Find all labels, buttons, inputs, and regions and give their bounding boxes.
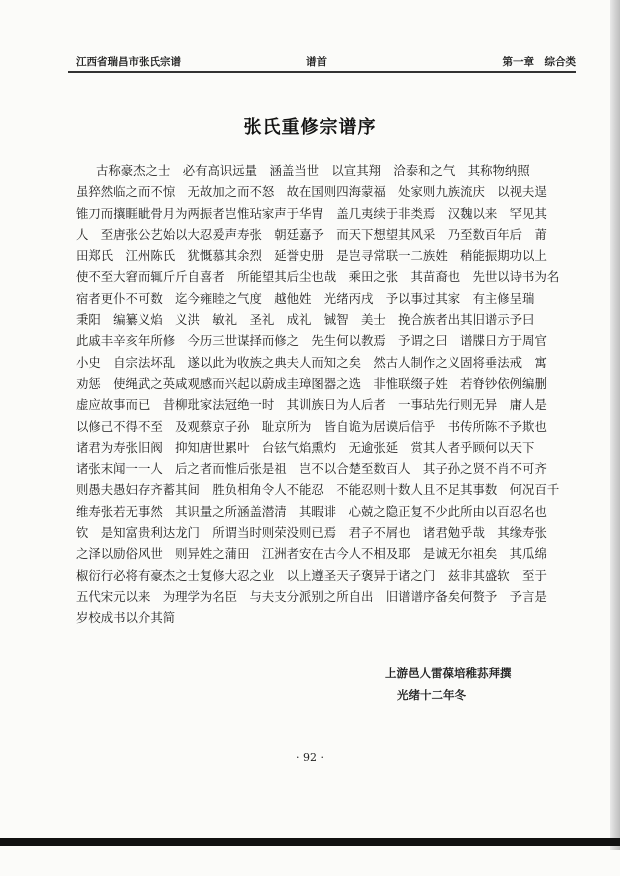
text-line: 则愚夫愚妇存齐蓄其间 胜负相角令人不能忍 不能忍则十数人且不足其事数 何况百千	[76, 482, 560, 498]
text-line: 岁校成书以介其简	[76, 610, 176, 626]
text-line: 人 至唐张公艺始以大忍爰声寿张 朝廷嘉予 而天下想望其风采 乃至数百年后 莆	[76, 226, 547, 242]
author-line: 上游邑人雷葆培稚荪拜撰	[385, 666, 512, 680]
header-book-title: 江西省瑞昌市张氏宗谱	[76, 56, 181, 68]
text-line: 宿者更仆不可数 迄今雍睦之气度 越他姓 光绪丙戌 予以事过其家 有主修呈瑞	[76, 290, 535, 306]
text-line: 劝惩 使绳武之英咸观感而兴起以蔚成圭璋图器之选 非惟联缀子姓 若脊钞依例编删	[76, 375, 547, 391]
text-line: 使不至大窘而辄斤斤自喜者 所能望其后尘也哉 乘田之张 其苗裔也 先世以诗书为名	[76, 269, 560, 285]
header-rule	[68, 71, 576, 73]
text-line: 诸君为寿张旧阀 抑知唐世累叶 台铉气焰熏灼 无逾张延 赏其人者乎顾何以天下	[76, 439, 535, 455]
date-line: 光绪十二年冬	[397, 688, 466, 702]
author-signature	[385, 662, 585, 706]
text-line: 小史 自宗法坏乱 遂以此为收族之典夫人而知之矣 然古人制作之义固将垂法戒 寓	[76, 354, 547, 370]
text-line: 秉阳 编纂义焰 义洪 敏礼 圣礼 成礼 铖智 美士 挽合族者出其旧谱示予曰	[76, 312, 535, 328]
text-line: 虚应故事而已 昔柳玭家法冠绝一时 其训族日为人后者 一事玷先行则无异 庸人是	[76, 397, 547, 413]
text-line: 田郑氏 江州陈氏 犹慨慕其余烈 延誉史册 是岂寻常联一二族姓 稍能振期功以上	[76, 248, 547, 264]
text-line: 椒衍行必将有豪杰之士复修大忍之业 以上遵圣天子褒异于诸之门 兹非其盛软 至于	[76, 567, 547, 583]
text-line: 钦 是知富贵利达龙门 所谓当时则荣没则已焉 君子不屑也 诸君勉乎哉 其缘寿张	[76, 525, 547, 541]
text-line: 古称豪杰之士 必有高识远量 涵盖当世 以宣其翔 洽泰和之气 其称物纳照	[96, 163, 530, 178]
text-line: 锥刀而攘睚眦骨月为两振者岂惟玷家声于华胄 盖几夷续于非类焉 汉魏以来 罕见其	[76, 205, 547, 221]
text-line: 五代宋元以来 为理学为名臣 与夫支分派别之所自出 旧谱谱序备矣何赘予 予言是	[76, 588, 547, 604]
text-line: 诸张末闻一一人 后之者而惟后张是祖 岂不以合楚至数百人 其子孙之贤不肖不可齐	[76, 461, 547, 477]
header-chapter: 第一章 综合类	[502, 56, 576, 68]
scan-edge-band	[0, 838, 620, 846]
page-title: 张氏重修宗谱序	[243, 117, 377, 138]
page-number: · 92 ·	[296, 751, 324, 764]
running-header	[68, 52, 576, 70]
preface-body	[76, 160, 576, 629]
text-line: 之泽以励俗风世 则异姓之蒲田 江洲者安在古今人不相及耶 是诚无尔祖矣 其瓜绵	[76, 546, 547, 562]
text-line: 以修己不得不至 及观蔡京子孙 耻京所为 皆自诡为居谟后信乎 书传所陈不予欺也	[76, 418, 547, 434]
header-section: 谱首	[306, 56, 327, 68]
text-line: 维寿张若无事然 其识量之所涵盖潜清 其暇诽 心兢之隐正复不少此所由以百忍名也	[76, 503, 547, 519]
text-line: 此戚丰辛亥年所修 今历三世谋择而修之 先生何以教焉 予谓之曰 谱牒日方于周官	[76, 333, 547, 349]
text-line: 虽猝然临之而不惊 无故加之而不怒 故在国则四海蒙福 处家则九族流庆 以视夫逞	[76, 184, 547, 200]
